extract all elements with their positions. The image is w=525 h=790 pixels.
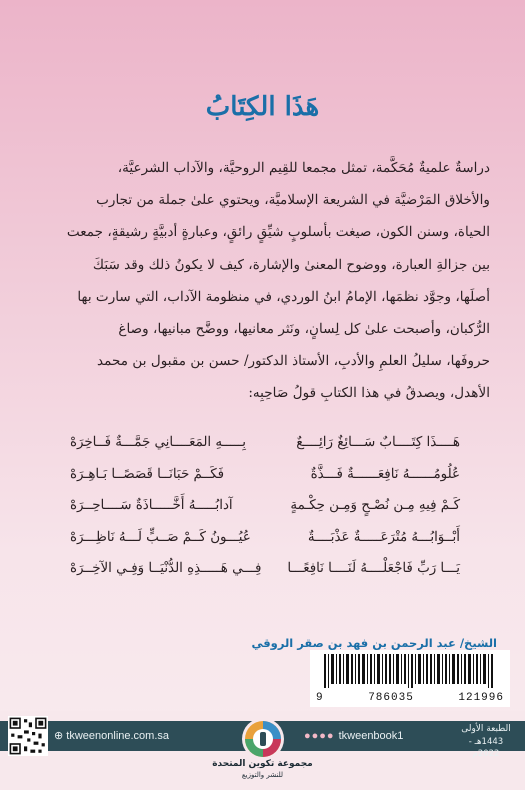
social-links[interactable] bbox=[304, 721, 403, 751]
verse-first-half: هَــــذَا كِتَــــابٌ سَـــائِغٌ رَائِــــعٌ bbox=[296, 435, 460, 450]
social-icons: ●●●● bbox=[304, 730, 335, 742]
publisher-tagline: للنشر والتوزيع bbox=[241, 771, 284, 779]
website-url: tkweenonline.com.sa bbox=[66, 730, 170, 742]
isbn-digit-group: 786035 bbox=[368, 692, 414, 704]
poem-verse bbox=[70, 522, 460, 554]
verse-second-half: عُيُـــونُ كَــمْ صَــبٍّ لَـــهُ نَاظِـــرَهْ bbox=[70, 529, 251, 545]
verse-first-half: يَـــا رَبِّ فَاجْعَلْــــهُ لَنَــــا نَافِعًـــا bbox=[287, 561, 460, 577]
poem bbox=[70, 427, 460, 585]
verse-second-half: فَكَــمْ حَبَانَــا قَصَصًــا بَـاهِـرَهْ bbox=[70, 466, 225, 482]
page-title: هَذَا الكِتَابُ bbox=[205, 92, 320, 122]
verse-second-half: بِـــــهِ المَعَــــانِي جَمَّـــةٌ فَــاخِرَهْ bbox=[70, 435, 246, 450]
isbn-number bbox=[310, 692, 510, 704]
qr-code-icon bbox=[8, 716, 48, 756]
text-line: أصلَها، وجوَّد نظمَها، الإمامُ ابنُ الوردي، في منظومة الآداب، التي سارت بها bbox=[77, 288, 490, 305]
verse-second-half: آدابُـــــهُ أَخَّـــــاذَةٌ سَــــاحِــرَهْ bbox=[70, 498, 233, 514]
publisher-title: مجموعة تكوين المتحدة bbox=[212, 759, 313, 769]
isbn-barcode bbox=[310, 650, 510, 707]
poem-verse bbox=[70, 490, 460, 522]
verse-first-half: كَـمْ فِيهِ مِـن نُصْـحٍ وَمِـن حِكْـمةٍ bbox=[290, 498, 460, 514]
verse-first-half: عُلُومُــــــهُ نَافِعَــــــةٌ فَـــذَّةٌ bbox=[310, 466, 460, 482]
isbn-digit-group: 9 bbox=[316, 692, 324, 704]
website-link[interactable] bbox=[54, 721, 169, 751]
text-line: حروفَها، سليلُ العلمِ والأدبِ، الأستاذ الدكتور/ حسن بن مقبول بن محمد bbox=[97, 353, 490, 370]
verse-first-half: أَبْــوَابُـــهُ مُتْرَعَـــــةٌ عَذْبَــــةٌ bbox=[307, 529, 460, 545]
description-text bbox=[38, 152, 490, 410]
text-line: الحياة، وسنن الكون، صيغت بأسلوبٍ شيِّقٍ رائقٍ، وعبارةٍ أدبيَّةٍ رشيقةٍ، جمعت bbox=[66, 224, 490, 241]
edition-label: الطبعة الأولى bbox=[461, 724, 511, 734]
footer bbox=[0, 711, 525, 790]
publisher-logo-icon bbox=[241, 717, 285, 761]
verse-second-half: فِـــي هَـــــذِهِ الدُّنْيَــا وَفِـي الآخِــرَهْ bbox=[70, 561, 262, 577]
text-line: دراسةٌ علميةٌ مُحَكَّمة، تمثل مجمعا للقِيم الروحيَّة، والآداب الشرعيَّة، bbox=[117, 160, 490, 176]
poem-verse bbox=[70, 459, 460, 491]
social-handle: tkweenbook1 bbox=[338, 730, 404, 742]
poem-verse bbox=[70, 553, 460, 585]
globe-icon: ⊕ bbox=[54, 730, 67, 742]
text-line: الرُّكبان، وأصبحت علىٰ كل لِسانٍ، ونَثر معانيها، ووضَّح مبانيها، وصاغ bbox=[118, 321, 490, 338]
isbn-digit-group: 121996 bbox=[458, 692, 504, 704]
footer-band bbox=[0, 721, 525, 759]
barcode-icon bbox=[324, 654, 496, 688]
text-line: والأخلاق المَرْضيَّة في الشريعة الإسلاميَّة، ويحتوي علىٰ جملة من تجارب bbox=[96, 192, 490, 209]
publisher-name bbox=[0, 758, 525, 780]
poem-author: الشيخ/ عبد الرحمن بن فهد بن صقر الروقي bbox=[251, 636, 497, 650]
text-line: بين جزالةِ العبارة، ووضوح المعنىٰ والإشارة، كيف لا يكونُ ذلك وقد سَبَكَ bbox=[92, 256, 490, 273]
poem-verse bbox=[70, 427, 460, 459]
edition-info bbox=[457, 723, 515, 760]
text-line: الأهدل، ويصدقُ في هذا الكتابِ قولُ صَاحِبِه: bbox=[248, 385, 490, 402]
edition-date: 1443هـ - 2022م bbox=[468, 737, 504, 759]
